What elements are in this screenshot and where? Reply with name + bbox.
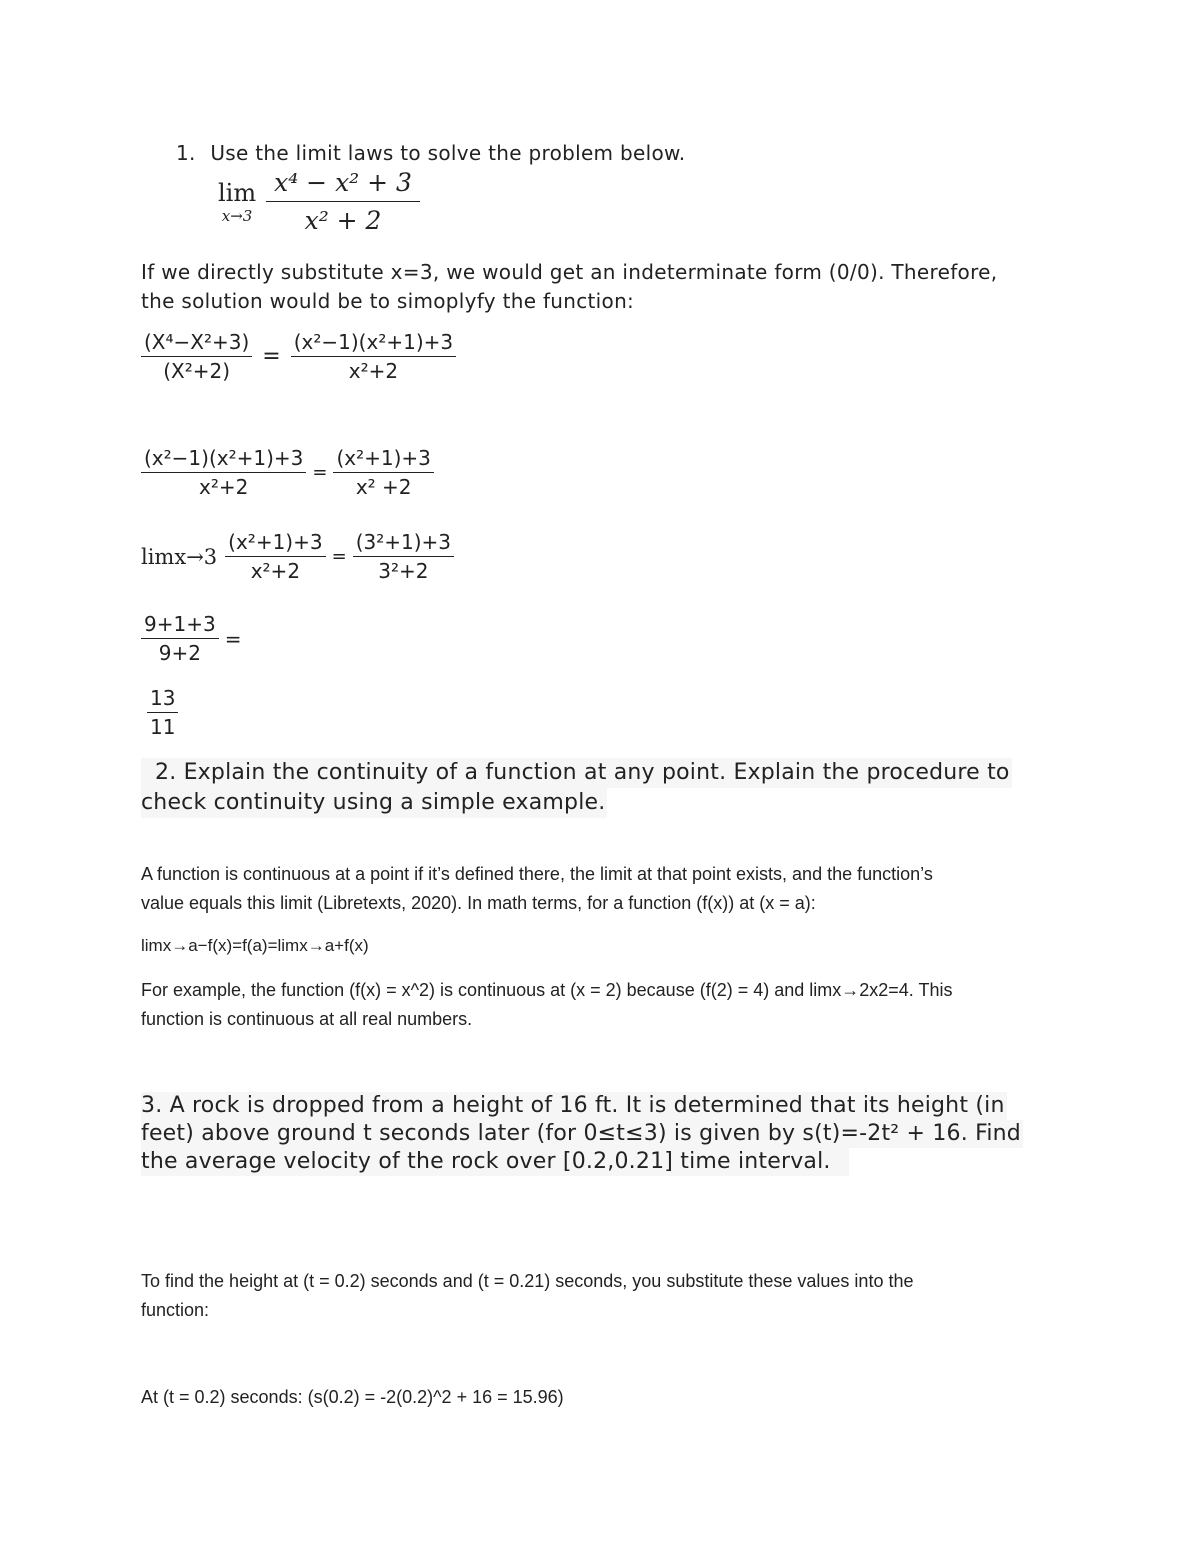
q3-answer-line-1: To find the height at (t = 0.2) seconds and (t = 0.21) seconds, you substitute these values into the: [141, 1271, 914, 1291]
q3-answer-line-2: function:: [141, 1300, 210, 1320]
q2-answer-line-1: A function is continuous at a point if it’s defined there, the limit at that point exists, and the function’s: [141, 864, 933, 884]
step2-lhs-fraction: [141, 446, 306, 499]
result-fraction: [147, 686, 178, 739]
q1-explanation-line-2: the solution would be to simoplyfy the function:: [141, 289, 635, 313]
q2-formula: limx→a−f(x)=f(a)=limx→a+f(x): [141, 936, 369, 955]
q1-result: [147, 686, 178, 739]
step4-numerator: 9+1+3: [141, 612, 219, 639]
q1-step-1: [141, 330, 456, 383]
equals-sign: =: [262, 344, 281, 369]
q1-step-2: [141, 446, 434, 499]
q2-prompt: [141, 758, 1012, 818]
step4-fraction: [141, 612, 219, 665]
step3-rhs-numerator: (3²+1)+3: [353, 530, 454, 557]
step4-denominator: 9+2: [158, 641, 201, 665]
equals-sign: =: [331, 546, 347, 567]
step1-lhs-denominator: (X²+2): [163, 359, 231, 383]
step1-lhs-numerator: (X⁴−X²+3): [141, 330, 252, 357]
step3-lhs-numerator: (x²+1)+3: [225, 530, 325, 557]
q3-prompt-line-1: 3. A rock is dropped from a height of 16 ft. It is determined that its height (in: [141, 1093, 1005, 1118]
q1-limit-formula: [218, 168, 420, 235]
q1-prompt: Use the limit laws to solve the problem below.: [210, 141, 686, 165]
q1-explanation-line-1: If we directly substitute x=3, we would get an indeterminate form (0/0). Therefore,: [141, 260, 998, 284]
q2-answer: [141, 860, 933, 918]
q2-prompt-line-2: check continuity using a simple example.: [141, 788, 607, 818]
q3-prompt-line-3: the average velocity of the rock over [0.2,0.21] time interval.: [141, 1148, 849, 1176]
q3-prompt-line-2: feet) above ground t seconds later (for 0≤t≤3) is given by s(t)=-2t² + 16. Find: [141, 1121, 1021, 1146]
step3-rhs-fraction: [353, 530, 454, 583]
step2-lhs-denominator: x²+2: [199, 475, 249, 499]
step3-lhs-fraction: [225, 530, 325, 583]
q1-step-4: [141, 612, 247, 665]
q1-number: 1.: [176, 141, 196, 165]
q2-example: [141, 976, 952, 1034]
q1-heading: [176, 141, 685, 165]
step1-rhs-denominator: x²+2: [348, 359, 399, 383]
step1-rhs-numerator: (x²−1)(x²+1)+3: [291, 330, 456, 357]
step2-lhs-numerator: (x²−1)(x²+1)+3: [141, 446, 306, 473]
step3-rhs-denominator: 3²+2: [378, 559, 429, 583]
q1-formula-denominator: x² + 2: [304, 206, 382, 235]
lim-subscript: x→3: [221, 206, 253, 225]
q3-answer: [141, 1267, 913, 1325]
q1-explanation: [141, 258, 997, 316]
step3-limit-label: limx→3: [141, 544, 218, 569]
equals-sign: =: [312, 462, 328, 483]
step2-rhs-numerator: (x²+1)+3: [333, 446, 433, 473]
step2-rhs-denominator: x² +2: [355, 475, 412, 499]
step3-lhs-denominator: x²+2: [250, 559, 301, 583]
q2-example-line-2: function is continuous at all real numbers.: [141, 1009, 473, 1029]
q2-prompt-line-1: 2. Explain the continuity of a function at any point. Explain the procedure to: [141, 758, 1012, 788]
q3-prompt: [141, 1092, 1023, 1176]
q1-formula-fraction: [266, 168, 420, 235]
step1-lhs-fraction: [141, 330, 252, 383]
q2-example-line-1: For example, the function (f(x) = x^2) is continuous at (x = 2) because (f(2) = 4) and limx→2x2=4. This: [141, 980, 953, 1000]
q1-step-3: [141, 530, 454, 583]
q3-at-t-0-2: At (t = 0.2) seconds: (s(0.2) = -2(0.2)^2 + 16 = 15.96): [141, 1387, 564, 1407]
result-numerator: 13: [147, 686, 178, 713]
equals-sign: =: [224, 626, 242, 651]
q1-formula-numerator: x⁴ − x² + 3: [266, 168, 420, 202]
lim-word: lim: [218, 178, 257, 207]
step1-rhs-fraction: [291, 330, 456, 383]
q2-answer-line-2: value equals this limit (Libretexts, 2020). In math terms, for a function (f(x)) at (x = a):: [141, 893, 816, 913]
result-denominator: 11: [150, 715, 176, 739]
step2-rhs-fraction: [333, 446, 433, 499]
